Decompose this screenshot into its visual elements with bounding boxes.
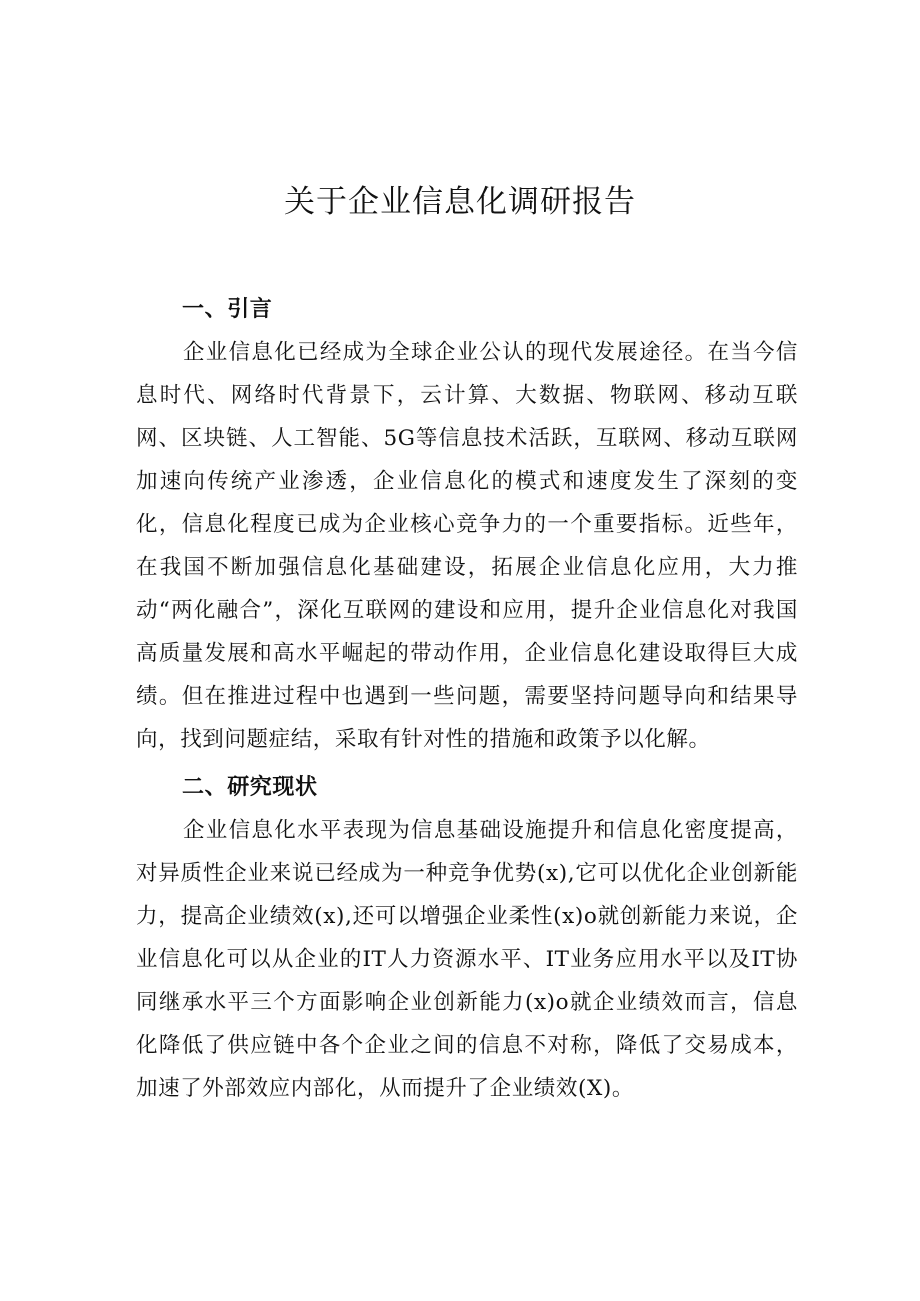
section-research-status	[136, 766, 798, 1110]
section-introduction	[136, 288, 798, 761]
section-heading: 一、引言	[182, 297, 273, 322]
document-body	[136, 288, 798, 1110]
section-heading: 二、研究现状	[182, 775, 318, 800]
section-paragraph: 企业信息化水平表现为信息基础设施提升和信息化密度提高，对异质性企业来说已经成为一种竞争优势(x),它可以优化企业创新能力，提高企业绩效(x),还可以增强企业柔性(x)o就创新能力来说，企业信息化可以从企业的IT人力资源水平、IT业务应用水平以及IT协同继承水平三个方面影响企业创新能力(x)o就企业绩效而言，信息化降低了供应链中各个企业之间的信息不对称，降低了交易成本，加速了外部效应内部化，从而提升了企业绩效(X)。	[136, 818, 798, 1101]
document-title: 关于企业信息化调研报告	[284, 184, 636, 220]
section-paragraph: 企业信息化已经成为全球企业公认的现代发展途径。在当今信息时代、网络时代背景下，云计算、大数据、物联网、移动互联网、区块链、人工智能、5G等信息技术活跃，互联网、移动互联网加速向传统产业渗透，企业信息化的模式和速度发生了深刻的变化，信息化程度已成为企业核心竞争力的一个重要指标。近些年，在我国不断加强信息化基础建设，拓展企业信息化应用，大力推动“两化融合”，深化互联网的建设和应用，提升企业信息化对我国高质量发展和高水平崛起的带动作用，企业信息化建设取得巨大成绩。但在推进过程中也遇到一些问题，需要坚持问题导向和结果导向，找到问题症结，采取有针对性的措施和政策予以化解。	[136, 340, 798, 752]
